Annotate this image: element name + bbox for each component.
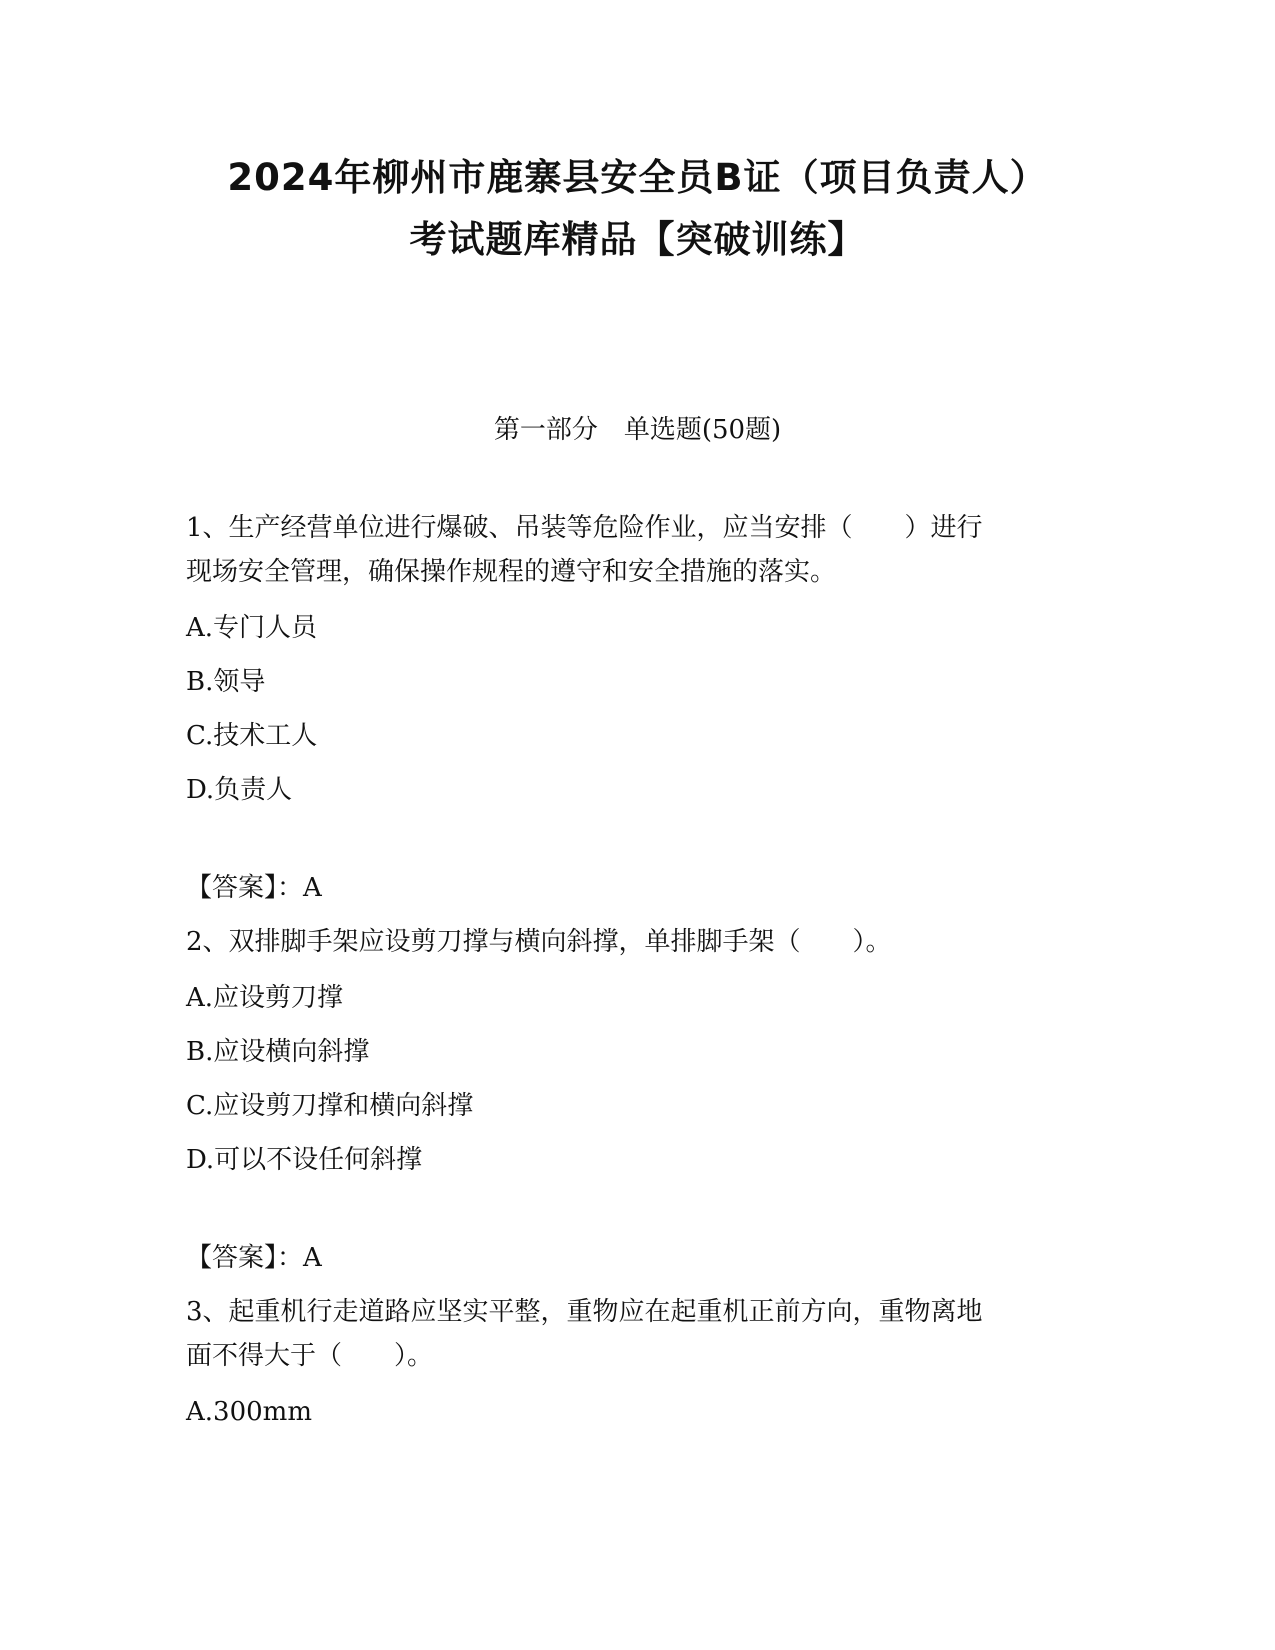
question-1-option-d: D.负责人	[186, 775, 293, 805]
question-1-option-b: B.领导	[186, 667, 266, 697]
question-2-option-d: D.可以不设任何斜撑	[186, 1145, 423, 1175]
question-2-answer: 【答案】：A	[186, 1243, 322, 1273]
question-2-option-a: A.应设剪刀撑	[186, 983, 344, 1013]
question-2-option-c: C.应设剪刀撑和横向斜撑	[186, 1091, 474, 1121]
question-3-stem-line1: 3、起重机行走道路应坚实平整，重物应在起重机正前方向，重物离地	[186, 1297, 983, 1327]
question-1-answer: 【答案】：A	[186, 873, 322, 903]
question-3-stem-line2: 面不得大于（ ）。	[186, 1341, 434, 1371]
question-1-stem-line1: 1、生产经营单位进行爆破、吊装等危险作业，应当安排（ ）进行	[186, 513, 983, 543]
question-3-option-a: A.300mm	[186, 1397, 312, 1427]
question-1-stem-line2: 现场安全管理，确保操作规程的遵守和安全措施的落实。	[186, 557, 837, 587]
document-title-line2: 考试题库精品【突破训练】	[409, 218, 866, 261]
document-title-line1: 2024年柳州市鹿寨县安全员B证（项目负责人）	[227, 156, 1048, 199]
section-heading: 第一部分 单选题(50题)	[493, 415, 782, 445]
question-2-option-b: B.应设横向斜撑	[186, 1037, 370, 1067]
question-1-option-c: C.技术工人	[186, 721, 318, 751]
question-2-stem-line1: 2、双排脚手架应设剪刀撑与横向斜撑，单排脚手架（ ）。	[186, 927, 892, 957]
question-1-option-a: A.专门人员	[186, 613, 318, 643]
